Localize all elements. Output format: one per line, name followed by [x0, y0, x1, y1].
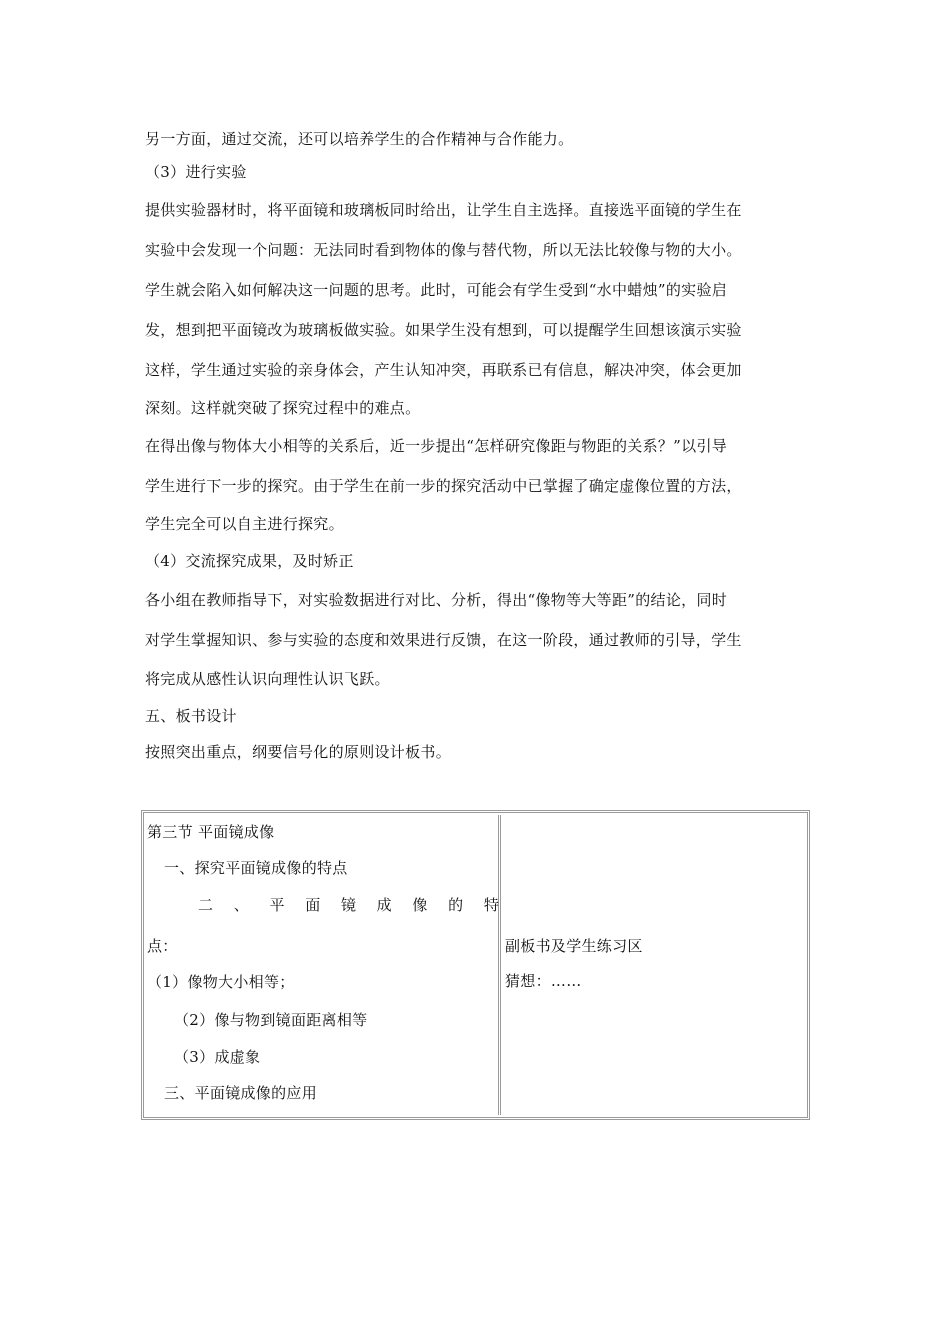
paragraph-line: 将完成从感性认识向理性认识飞跃。 [145, 670, 390, 688]
sub-board-guess: 猜想：…… [505, 972, 582, 990]
main-board-cell [146, 815, 501, 1115]
paragraph-cooperation: 另一方面，通过交流，还可以培养学生的合作精神与合作能力。 [145, 130, 574, 148]
paragraph-line: 学生就会陷入如何解决这一问题的思考。此时，可能会有学生受到“水中蜡烛”的实验启 [145, 281, 728, 299]
board-item-features-char: 的 [448, 896, 464, 914]
paragraph-board-principle: 按照突出重点，纲要信号化的原则设计板书。 [145, 743, 452, 761]
paragraph-line: 实验中会发现一个问题：无法同时看到物体的像与替代物，所以无法比较像与物的大小。 [145, 241, 742, 259]
sub-board-cell [504, 815, 807, 1115]
board-item-features-tail: 点： [147, 937, 178, 955]
board-sub-virtual: （3）成虚象 [174, 1048, 261, 1066]
paragraph-line: 发，想到把平面镜改为玻璃板做实验。如果学生没有想到，可以提醒学生回想该演示实验 [145, 321, 742, 339]
paragraph-line: 在得出像与物体大小相等的关系后，近一步提出“怎样研究像距与物距的关系？”以引导 [145, 437, 728, 455]
document-body [145, 124, 810, 770]
board-item-features-char: 特 [483, 896, 499, 914]
board-design-table [141, 810, 810, 1120]
paragraph-line: 深刻。这样就突破了探究过程中的难点。 [145, 399, 421, 417]
board-item-explore: 一、探究平面镜成像的特点 [164, 859, 348, 877]
paragraph-line: 学生进行下一步的探究。由于学生在前一步的探究活动中已掌握了确定虚像位置的方法， [145, 477, 742, 495]
board-item-features-char: 像 [412, 896, 428, 914]
board-item-features-char: 二 [198, 896, 214, 914]
board-item-application: 三、平面镜成像的应用 [164, 1084, 318, 1102]
paragraph-line: 各小组在教师指导下，对实验数据进行对比、分析，得出“像物等大等距”的结论，同时 [145, 591, 728, 609]
paragraph-line: 对学生掌握知识、参与实验的态度和效果进行反馈，在这一阶段，通过教师的引导，学生 [145, 631, 742, 649]
heading-board-design: 五、板书设计 [145, 707, 237, 725]
board-item-features [146, 895, 501, 915]
heading-experiment: （3）进行实验 [145, 163, 247, 181]
board-sub-size: （1）像物大小相等； [147, 973, 295, 991]
board-sub-distance: （2）像与物到镜面距离相等 [174, 1011, 368, 1029]
board-item-features-char: 成 [376, 896, 392, 914]
board-item-features-char: 面 [305, 896, 321, 914]
paragraph-line: 这样，学生通过实验的亲身体会，产生认知冲突，再联系已有信息，解决冲突，体会更加 [145, 361, 742, 379]
board-item-features-char: 平 [269, 896, 285, 914]
paragraph-line: 学生完全可以自主进行探究。 [145, 515, 344, 533]
sub-board-title: 副板书及学生练习区 [505, 937, 643, 955]
board-title: 第三节 平面镜成像 [147, 823, 275, 841]
paragraph-line: 提供实验器材时，将平面镜和玻璃板同时给出，让学生自主选择。直接选平面镜的学生在 [145, 201, 742, 219]
heading-exchange-results: （4）交流探究成果，及时矫正 [145, 552, 354, 570]
board-item-features-char: 、 [233, 896, 249, 914]
board-item-features-char: 镜 [340, 896, 356, 914]
